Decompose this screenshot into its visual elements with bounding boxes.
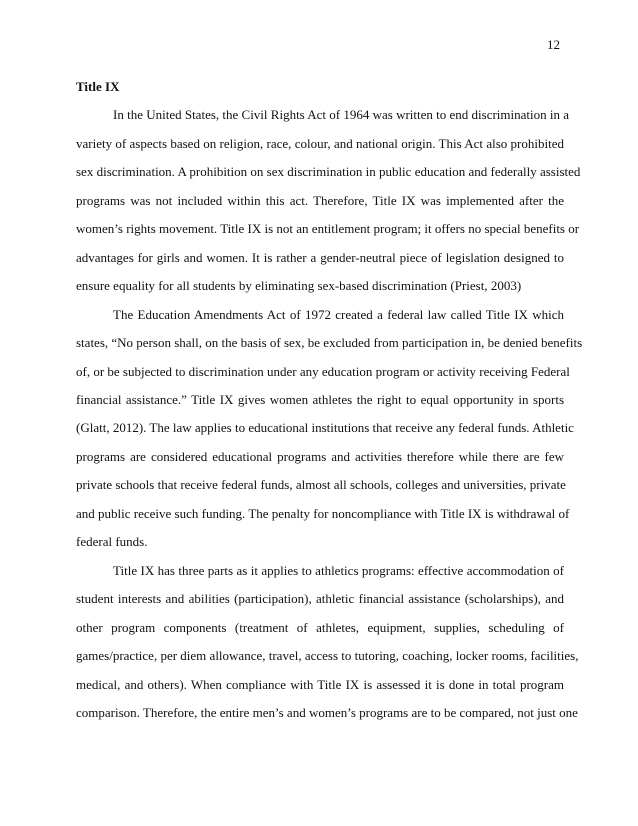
paragraph-line: In the United States, the Civil Rights Act of 1964 was written to end discrimination in a xyxy=(113,107,570,123)
paragraph-line: variety of aspects based on religion, race, colour, and national origin. This Act also prohibited xyxy=(76,135,564,151)
paragraph-line: Title IX has three parts as it applies to athletics programs: effective accommodation of xyxy=(113,562,564,578)
paragraph-line: medical, and others). When compliance with Title IX is assessed it is done in total program xyxy=(76,676,564,692)
section-heading: Title IX xyxy=(76,79,120,94)
paragraph-line: of, or be subjected to discrimination under any education program or activity receiving Federal xyxy=(76,363,570,379)
paragraph-line: The Education Amendments Act of 1972 created a federal law called Title IX which xyxy=(113,306,564,322)
paragraph-line: comparison. Therefore, the entire men’s and women’s programs are to be compared, not just one xyxy=(76,704,578,720)
paragraph-line: sex discrimination. A prohibition on sex discrimination in public education and federally assisted xyxy=(76,164,581,180)
paragraph-line: and public receive such funding. The penalty for noncompliance with Title IX is withdrawal of xyxy=(76,505,570,521)
paragraph-line: ensure equality for all students by eliminating sex-based discrimination (Priest, 2003) xyxy=(76,278,522,294)
paragraph-line: women’s rights movement. Title IX is not an entitlement program; it offers no special benefits or xyxy=(76,221,580,237)
paragraph-3 xyxy=(76,557,579,728)
paragraph-line: states, “No person shall, on the basis of sex, be excluded from participation in, be denied benefits xyxy=(76,335,583,351)
page-number: 12 xyxy=(547,37,560,52)
paragraph-line: federal funds. xyxy=(76,534,148,550)
paragraph-line: programs was not included within this act. Therefore, Title IX was implemented after the xyxy=(76,192,564,208)
paragraph-line: financial assistance.” Title IX gives women athletes the right to equal opportunity in sports xyxy=(76,391,564,407)
paragraph-line: programs are considered educational programs and activities therefore while there are few xyxy=(76,448,564,464)
paragraph-line: other program components (treatment of athletes, equipment, supplies, scheduling of xyxy=(76,619,564,635)
document-body xyxy=(76,73,583,727)
paragraph-line: student interests and abilities (participation), athletic financial assistance (scholarships), and xyxy=(76,591,564,607)
paragraph-line: (Glatt, 2012). The law applies to educational institutions that receive any federal funds. Athletic xyxy=(76,420,574,436)
paragraph-line: private schools that receive federal funds, almost all schools, colleges and universities, private xyxy=(76,477,566,493)
paragraph-1 xyxy=(76,101,581,300)
paragraph-line: advantages for girls and women. It is rather a gender-neutral piece of legislation designed to xyxy=(76,249,564,265)
paragraph-line: games/practice, per diem allowance, travel, access to tutoring, coaching, locker rooms, facilities, xyxy=(76,648,579,664)
paragraph-2 xyxy=(76,301,583,557)
